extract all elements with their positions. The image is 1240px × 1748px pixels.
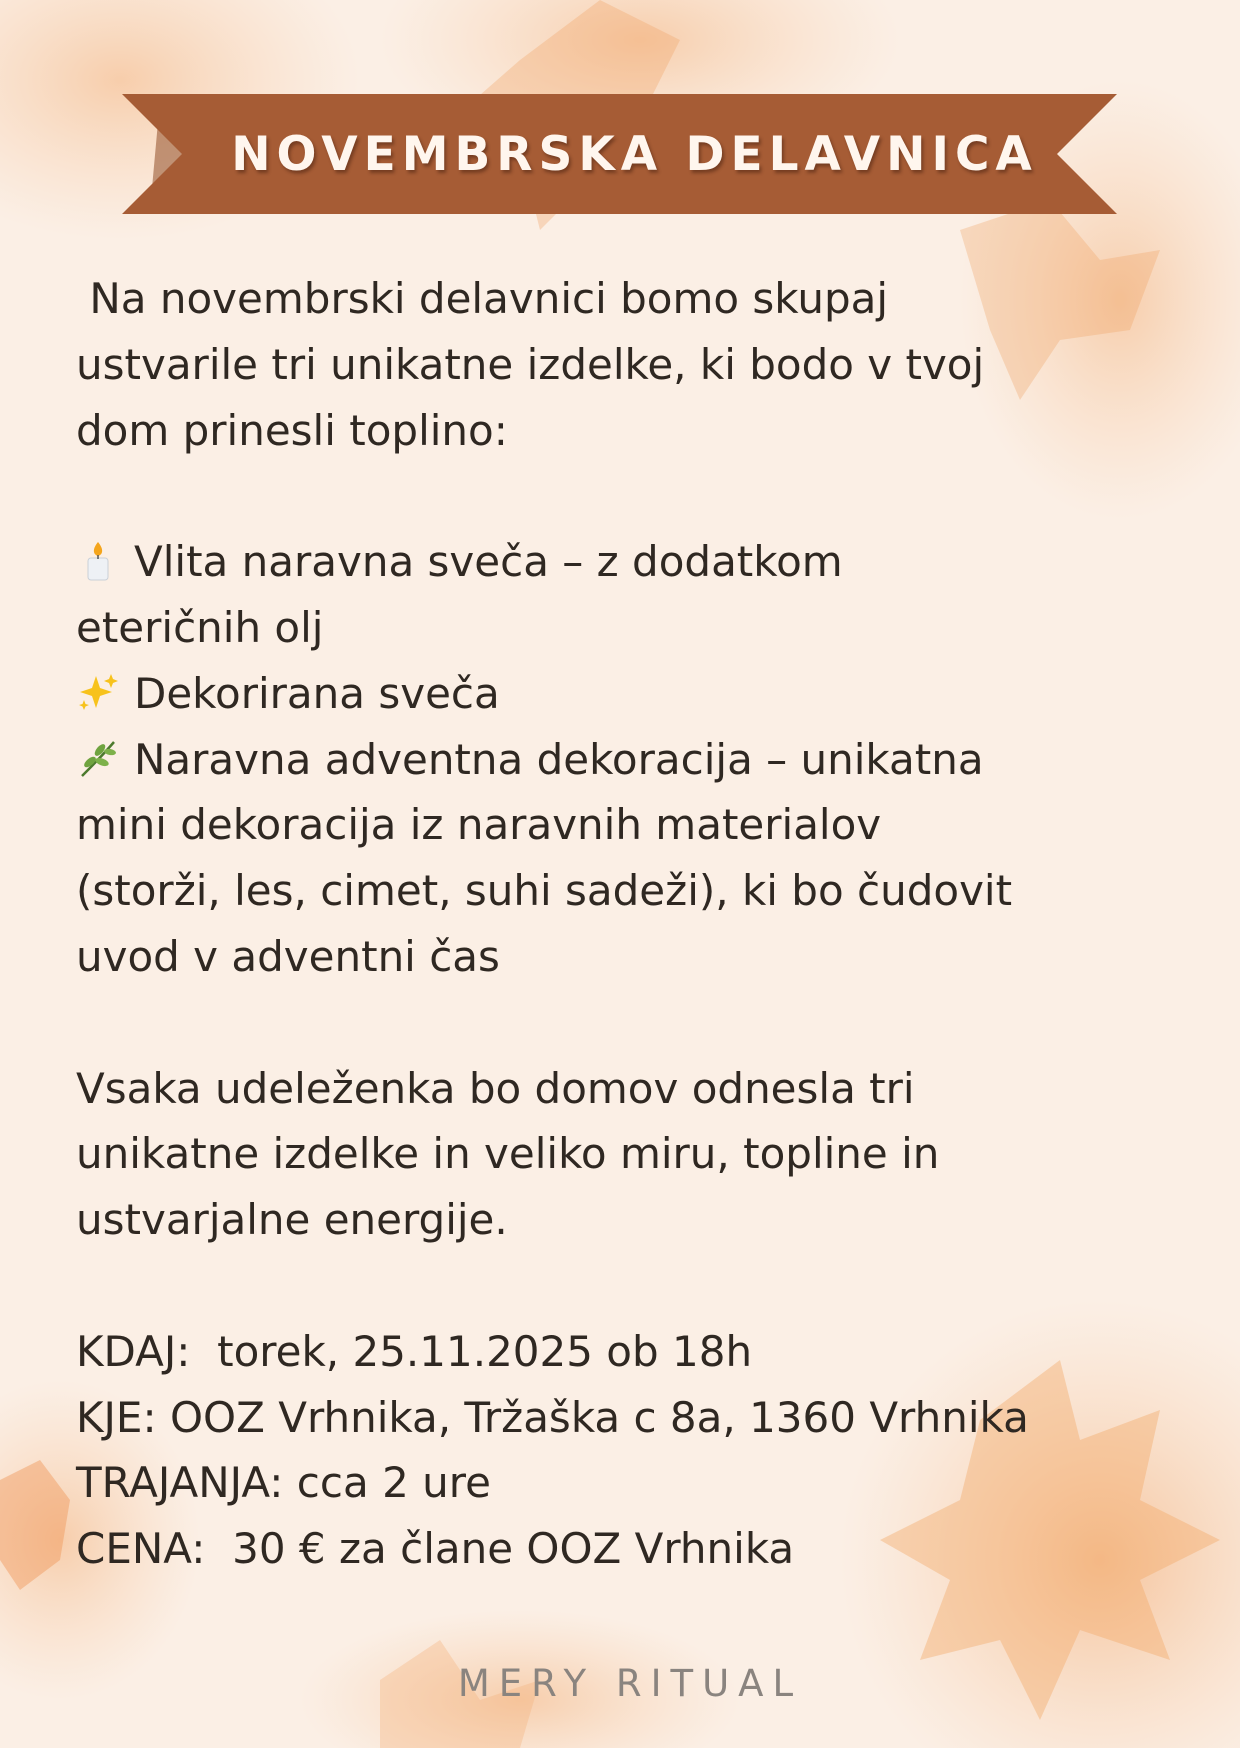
- intro-line: ustvarile tri unikatne izdelke, ki bodo v tvoj: [76, 339, 985, 389]
- closing-paragraph: [76, 1056, 1156, 1253]
- list-item-text: Vlita naravna sveča – z dodatkom: [134, 537, 843, 587]
- list-item-text: Naravna adventna dekoracija – unikatna: [134, 734, 984, 784]
- list-item-text: eteričnih olj: [76, 602, 324, 652]
- title-banner: [122, 94, 1117, 214]
- product-list: [76, 529, 1156, 990]
- candle-icon: [76, 538, 120, 582]
- list-item: [76, 529, 1156, 661]
- list-item-text: Dekorirana sveča: [134, 668, 500, 718]
- list-item: [76, 727, 1156, 990]
- detail-duration: TRAJANJA: cca 2 ure: [76, 1458, 491, 1508]
- event-details: [76, 1319, 1156, 1582]
- closing-line: Vsaka udeleženka bo domov odnesla tri: [76, 1063, 915, 1113]
- list-item-text: (storži, les, cimet, suhi sadeži), ki bo čudovit: [76, 866, 1013, 916]
- list-item-text: uvod v adventni čas: [76, 931, 500, 981]
- workshop-description: [76, 266, 1156, 1582]
- herb-icon: [76, 736, 120, 780]
- detail-price: CENA: 30 € za člane OOZ Vrhnika: [76, 1524, 795, 1574]
- intro-line: dom prinesli toplino:: [76, 405, 508, 455]
- intro-paragraph: [76, 266, 1156, 463]
- closing-line: ustvarjalne energije.: [76, 1195, 508, 1245]
- sparkles-icon: [76, 670, 120, 714]
- detail-where: KJE: OOZ Vrhnika, Tržaška c 8a, 1360 Vrhnika: [76, 1392, 1029, 1442]
- banner-title: NOVEMBRSKA DELAVNICA: [231, 126, 1038, 182]
- brand-footer: MERY RITUAL: [457, 1662, 803, 1705]
- closing-line: unikatne izdelke in veliko miru, topline in: [76, 1129, 940, 1179]
- intro-line: Na novembrski delavnici bomo skupaj: [76, 274, 889, 323]
- detail-when: KDAJ: torek, 25.11.2025 ob 18h: [76, 1326, 753, 1376]
- list-item-text: mini dekoracija iz naravnih materialov: [76, 800, 882, 850]
- list-item: [76, 661, 1156, 727]
